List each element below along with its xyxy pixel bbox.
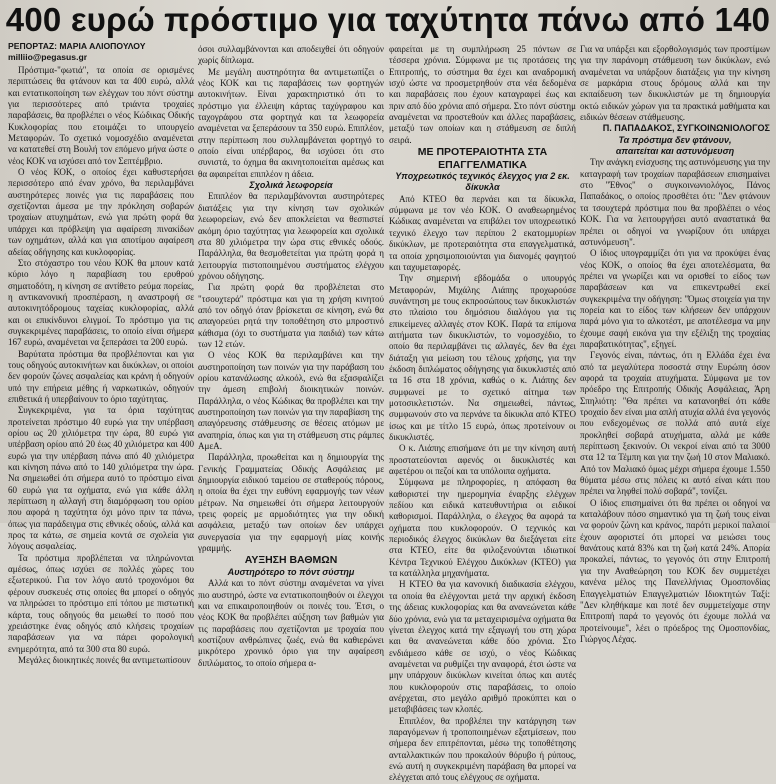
subheading-mandatory-inspection: Υποχρεωτικός τεχνικός έλεγχος για 2 εκ. δίκυκλα	[395, 171, 570, 193]
reporter-credit: ΡΕΠΟΡΤΑΖ: ΜΑΡΙΑ ΑΛΙΟΠΟΥΛΟΥ	[8, 41, 146, 51]
paragraph: Βαρύτατα πρόστιμα θα προβλέπονται και για τους οδηγούς αυτοκινήτων και δικύκλων, οι οποίοι δεν φορούν ζώνες ασφαλείας και κράνη ή οδηγούν υπό την επήρεια μέθης ή ναρκωτικών, οδηγούν επιθετικά ή υπερβαίνουν το όριο ταχύτητας.	[8, 348, 194, 404]
paragraph: Με μεγάλη αυστηρότητα θα αντιμετωπίζει ο νέος ΚΟΚ και τις παραβάσεις των φορτηγών αυτοκινήτων. Είναι χαρακτηριστικό ότι το πρόστιμο για έλλειψη κάρτας ταχύγραφου και ταχογράφου στα φορτηγά και τα λεωφορεία αναμένεται να ξεπεράσουν τα 350 ευρώ. Επιπλέον, στην περίπτωση που συλλαμβάνεται φορτηγό το οποίο είναι υπέρβαρος, θα ισχύσει ότι στο συνιστά, το όχημα θα ακινητοποιείται αμέσως και θα αφαιρείται επιπλέον η άδεια.	[198, 66, 384, 179]
headline: 400 ευρώ πρόστιμο για ταχύτητα πάνω από 140	[5, 1, 771, 38]
reporter-email: milliio@pegasus.gr	[8, 52, 88, 62]
paragraph: Πρόστιμα-"φωτιά", τα οποία σε ορισμένες περιπτώσεις θα φτάνουν και τα 400 ευρώ, αλλά και εντατικοποίηση των ελέγχων του πόντ σύστημ για περισσότερες από τριάντα τροχαίες παραβάσεις, θα προβλέπει ο νέος Κώδικας Οδικής Κυκλοφορίας που ετοιμάζει το υπουργείο Μεταφορών. Το σχετικό νομοσχέδιο αναμένεται να κατατεθεί στη Βουλή τον επόμενο μήνα ώστε ο νέος ΚΟΚ να ισχύσει από τον Σεπτέμβριο.	[8, 65, 194, 166]
paragraph: Ο ίδιος επισημαίνει ότι θα πρέπει οι οδηγοί να καταλάβουν πόσο σημαντικό για τη ζωή τους είναι να φορούν ζώνη και κράνος, παρότι μερικοί παλαιοί έχουν αφοριστεί ότι μπορεί να μειώσει τους θανάτους κατά 83% και τη ζωή κατά 24%. Απορία προκαλεί, πάντως, το γεγονός ότι στην Επιτροπή για την Αναθεώρηση του ΚΟΚ δεν συμμετέχει κανένα μέλος της Πανελλήνιας Ομοσπονδίας Επαγγελματιών Επαγγελματιών Ιδιοκτητών Ταξί: "Δεν κληθήκαμε και ποτέ δεν συμμετείχαμε στην Επιτροπή παρά το γεγονός ότι έχουμε πολλά να προτείνουμε", λέει ο πρόεδρος της Ομοσπονδίας, Γιώργος Λέχας.	[580, 497, 770, 644]
paragraph: φαιρείται με τη συμπλήρωση 25 πόντων σε τέσσερα χρόνια. Σύμφωνα με τις προτάσεις της Επιτροπής, το σύστημα θα έχει και αναδρομική ισχύ ώστε να προσμετρηθούν στα νέα δεδομένα και παραβάσεις που έχουν καταγραφεί έως και πριν από δύο χρόνια από σήμερα. Στο πόντ σύστημ αναμένεται να προστεθούν και άλλες παραβάσεις, μεταξύ των οποίων και η στάθμευση σε διπλή σειρά.	[389, 44, 576, 145]
paragraph: Μεγάλες διοικητικές ποινές θα αντιμετωπίσουν	[18, 654, 191, 665]
article-column-1	[8, 65, 194, 665]
paragraph: Για να υπάρξει και εξορθολογισμός των προστίμων για την παράνομη στάθμευση των δικύκλων, ενώ αναμένεται να υπάρξουν διατάξεις για την κίνηση σε μαρκάρια στους δρόμους αλλά και την εκπαίδευση των δικυκλιστών με τη δημιουργία οκτώ ειδικών χώρων για τα πρακτικά μαθήματα και ειδικών θέσεων στάθμευσης.	[580, 44, 770, 123]
subheading-points-system: Αυστηρότερο το πόντ σύστημ	[227, 566, 355, 577]
byline	[8, 41, 183, 63]
paragraph: Ο ίδιος υπογραμμίζει ότι για να προκύψει ένας νέος ΚΟΚ, ο οποίος θα έχει αποτελέσματα, θα πρέπει να γνωρίζει και να ορισθεί το είδος των παραβάσεων και να επικεντρωθεί εκεί συγκεκριμένα την οδήγηση: "Όμως στοιχεία για την πορεία και το είδος των κλήσεων δεν υπάρχουν παρά μόνο για το αλκοτέστ, με αποτέλεσμα να μην έχουμε σαφή εικόνα για την εξέλιξη της τροχαίας παραβατικότητας", εξηγεί.	[580, 248, 770, 349]
subheading-fines-not-enough: Τα πρόστιμα δεν φτάνουν,	[618, 134, 732, 145]
article-column-3	[389, 44, 576, 783]
paragraph: Επιπλέον, θα προβλέπει την κατάργηση των παραγόμενων ή τροποποιημένων εξατμίσεων, που σήμερα δεν επιτρέπονται, μέσω της τοποθέτησης ανταλλακτικών που προκαλούν θόρυβο ή ρύπους, ενώ αυτή η συγκεκριμένη παράβαση θα μπορεί να ελέγχεται από τους ελέγχους σε οχήματα.	[389, 715, 576, 783]
paragraph: Η ΚΤΕΟ θα για κανονική διαδικασία ελέγχου, τα οποία θα ελέγχονται μετά την αρχική έκδοση της άδειας κυκλοφορίας και θα ανανεώνεται κάθε δύο χρόνια, ενώ για τα μεταχειρισμένα οχήματα θα γίνεται έλεγχος κατά την εξαγωγή του στη χώρα και θα ανανεώνεται κάθε δύο χρόνια. Στο ενδιάμεσο κάθε σε ισχύ, ο νέος Κώδικας αναμένεται να ρυθμίζει την αναφορά, έτσι ώστε να μην υπάρχουν δικύκλων κινείται όπως και αυτές που κυκλοφορούν στις παραβάσεις, το οποίο ανέρχεται, στο μεγάλο αριθμό προκύπτει και ο μεταβιβάσεις των κλοπές.	[389, 579, 576, 715]
paragraph: Γεγονός είναι, πάντως, ότι η Ελλάδα έχει ένα από τα μεγαλύτερα ποσοστά στην Ευρώπη όσον αφορά τα τροχαία ατυχήματα. Σύμφωνα με τον πρόεδρο της Επιτροπής Οδικής Ασφάλειας, Άρη Σπηλιότη: "Θα πρέπει να κατανοηθεί ότι κάθε τροχαίο δεν είναι μια απλή ατυχία αλλά ένα γεγονός που ενδεχομένως σε πολλά από αυτά είχε προκληθεί σοβαρά ατυχήματα, αλλά με κάθε περίπτωση ξεκινούν. Οι νεκροί είναι από τα 3000 στα 12 τα Τέμπη και για την ζωή 10 στον Μαλιακό. Από τον Μαλιακό όμως μέχρι σήμερα έχουμε 1.550 θύματα μέσω στις πόλεις κι αυτό είναι κάτι που πρέπει να ληφθεί πολύ σοβαρά", τονίζει.	[580, 350, 770, 497]
paragraph: Σύμφωνα με πληροφορίες, η απόφαση θα καθοριστεί την ημερομηνία έναρξης ελέγχων πεδίου και ειδικά κατευθυντήρια οι ειδικοί καθορισμοί. Παράλληλα, ο έλεγχος θα αφορά τα οχήματα που κυκλοφορούν. Ο τεχνικός και περιοδικός έλεγχος δικύκλων θα διεξάγεται είτε στα ΚΤΕΟ, είτε θα φιλοξενούνται ιδιωτικοί Κέντρα Τεχνικού Ελέγχου Δικύκλων (ΚΤΕΟ) για τα κατάλληλα μηχανήματα.	[389, 477, 576, 579]
paragraph: Στο στόχαστρο του νέου ΚΟΚ θα μπουν κατά κύριο λόγο η παραβίαση του ερυθρού σηματοδότη, η κίνηση σε αντίθετο ρεύμα πορείας, η αντικανονική προσπέραση, η αναστροφή σε αυτοκινητόδρομους ταχείας κυκλοφορίας, αλλά και οι επικίνδυνοι ελιγμοί. Το πρόστιμο για τις συγκεκριμένες παραβάσεις, το οποίο είναι σήμερα 167 ευρώ, αναμένεται να ξεπεράσει τα 200 ευρώ.	[8, 257, 194, 348]
paragraph: Επιπλέον θα περιλαμβάνονται αυστηρότερες διατάξεις για την κίνηση των σχολικών λεωφορείων, ενώ δεν αποκλείεται να θεσπιστεί ακόμη όριο ταχύτητας για λεωφορεία και σχολικά στα 80 χιλιόμετρα την ώρα στις εθνικές οδούς. Παράλληλα, θα θεσμοθετείται για πρώτη φορά η λειτουργία πιστοποιημένου συστήματος ελέγχου χρόνου οδήγησης.	[198, 191, 384, 281]
article-column-4	[580, 44, 770, 644]
sidebar-author: Π. ΠΑΠΑΔΑΚΟΣ, ΣΥΓΚΟΙΝΩΝΙΟΛΟΓΟΣ	[602, 123, 770, 134]
paragraph: Από ΚΤΕΟ θα περνάει και τα δίκυκλα, σύμφωνα με τον νέο ΚΟΚ. Ο αναθεωρημένος Κώδικας αναμένεται να επιβάλει τον υποχρεωτικό τεχνικό έλεγχο των περίπου 2 εκατομμυρίων δικύκλων, με προτεραιότητα στα επαγγελματικά, τα οποία χρησιμοποιούνται για διανομές φαγητού και ταχυμεταφορές.	[389, 193, 576, 272]
paragraph: Για πρώτη φορά θα προβλέπεται στο "τσουχτερά" πρόστιμα και για τη χρήση κινητού από τον οδηγό όταν βρίσκεται σε κίνηση, ενώ θα απαγορεύει ρητά την τοποθέτηση στο μπροστινό κάθισμα (όχι το συστήματα για παιδιά) των κάτω των 12 ετών.	[198, 282, 384, 349]
paragraph: Παράλληλα, προωθείται και η δημιουργία της Γενικής Γραμματείας Οδικής Ασφάλειας με δημιουργία ειδικού ταμείου σε σταθερούς πόρους, η οποία θα έχει την ευθύνη εφαρμογής των νέων μέτρων. Να σημειωθεί ότι σήμερα λειτουργούν τρεις φορείς με αρμοδιότητες για την οδική ασφάλεια, μεταξύ των οποίων δεν υπάρχει συνεργασία για την εφαρμογή μίας κοινής γραμμής.	[198, 452, 384, 554]
subheading-school-buses: Σχολικά λεωφορεία	[249, 180, 333, 191]
paragraph: όσοι συλλαμβάνονται και αποδειχθεί ότι οδηγούν χωρίς δίπλωμα.	[198, 44, 384, 66]
article-column-2	[198, 44, 384, 668]
subheading-points-increase: ΑΥΞΗΣΗ ΒΑΘΜΩΝ	[244, 554, 338, 567]
paragraph: Ο νέος ΚΟΚ θα περιλαμβάνει και την αυστηροποίηση των ποινών για την παράβαση του ορίου κατανάλωσης αλκοόλ, ενώ θα εξασφαλίζει την άμεση επιβολή διοικητικών ποινών. Παράλληλα, ο νέος Κώδικας θα προβλέπει και την αυστηροποίηση των ποινών για την παραβίαση της απαγόρευσης στάθμευσης σε θέσεις ατόμων με αναπηρία, όπως και για τη στάθμευση στις ράμπες ΑμεΑ.	[198, 350, 384, 452]
paragraph: Αλλά και το πόντ σύστημ αναμένεται να γίνει πιο αυστηρό, ώστε να εντατικοποιηθούν οι έλεγχοι και να επικαιροποιηθούν οι ποινές του. Έτσι, ο νέος ΚΟΚ θα προβλέπει αύξηση των βαθμών για τις παραβάσεις που σχετίζονται με τροχαία που κοστίζουν ανθρώπινες ζωές, ενώ θα καθιερώνει μικρότερο χρονικό όριο για την αφαίρεση διπλώματος, το οποίο σήμερα α-	[198, 578, 384, 668]
paragraph: Την ανάγκη ενίσχυσης της αστυνόμευσης για την καταγραφή των τροχαίων παραβάσεων επισημαίνει στο "Έθνος" ο συγκοινωνιολόγος, Πάνος Παπαδάκος, ο οποίος προσθέτει ότι: "Δεν φτάνουν τα τσουχτερά πρόστιμα που θα προβλέπει ο νέος ΚΟΚ. Για να λειτουργήσει αυτό αναστατικά θα πρέπει οι οδηγοί να γνωρίζουν ότι υπάρχει αστυνόμευση".	[580, 157, 770, 247]
paragraph: Συγκεκριμένα, για τα όρια ταχύτητας προτείνεται πρόστιμο 40 ευρώ για την υπέρβαση ορίου ως 20 χιλιόμετρα την ώρα, 80 ευρώ για υπέρβαση ορίου από 20 έως 40 χιλιόμετρα και 400 ευρώ για την υπέρβαση πάνω από 40 χιλιόμετρα και κίνηση πάνω από το 140 χιλιόμετρα την ώρα. Να σημειωθεί ότι σήμερα αυτό το πρόστιμο είναι 60 ευρώ για τα οχήματα, ενώ για κάθε άλλη περίπτωση η αλλαγή στη διαμόρφωση του ορίου που αφορά η ταχύτητα όχι μόνο πριν τα πάνω, όπως για παράδειγμα στις εθνικές οδούς, αλλά και προς τα κάτω, σε σημεία κοντά σε σχολεία για λόγους ασφαλείας.	[8, 405, 194, 552]
paragraph: Ο κ. Λιάπης επισήμανε ότι με την κίνηση αυτή προστατεύονται αφενός οι δικυκλιστές και αφετέρου οι πεζοί και τα υπόλοιπα οχήματα.	[389, 443, 576, 477]
subheading-policing-required: απαιτείται και αστυνόμευση	[615, 146, 735, 157]
paragraph: Την σημερινή εβδομάδα ο υπουργός Μεταφορών, Μιχάλης Λιάπης προχωρούσε συνάντηση με τους εκπροσώπους των δικυκλιστών στο πλαίσιο του δημόσιου διαλόγου για τις επικείμενες αλλαγές στον ΚΟΚ. Παρά τα επίμονα αιτήματα των δικυκλιστών, το νομοσχέδιο, το οποίο θα περιλαμβάνει τις αλλαγές, δεν θα έχει διάταξη για μείωση του τέλους χρήσης, για την έκδοση διπλώματος οδήγησης για δικυκλιστές από τα 16 στα 18 χρόνια, καθώς ο κ. Λιάπης δεν συμφωνεί με το σχετικό αίτημα των μοτοσικλετιστών. Να σημειωθεί, πάντως, συμφωνούν στο να περνάνε τα δίκυκλα από ΚΤΕΟ ίσως και με τίτλο 15 ευρώ, όπως προτείνουν οι δικυκλιστές.	[389, 273, 576, 442]
paragraph: Τα πρόστιμα προβλέπεται να πληρώνονται αμέσως, όπως ισχύει σε πολλές χώρες του εξωτερικού. Για τον λόγο αυτό τροχονόμοι θα φέρουν συσκευές στις οποίες θα μπορεί ο οδηγός να πληρώσει το πρόστιμο επί τόπου με πιστωτική κάρτα, τους οδηγούς θα μειωθεί το ποσό που χρειάστηκε ένας οδηγός από κλήσεις τροχαίων παραβάσεων για να πάρει φορολογική ενημερότητα, από τα 300 στα 80 ευρώ.	[8, 552, 194, 654]
subheading-priority-professional: ΜΕ ΠΡΟΤΕΡΑΙΟΤΗΤΑ ΣΤΑ ΕΠΑΓΓΕΛΜΑΤΙΚΑ	[417, 146, 548, 171]
paragraph: Ο νέος ΚΟΚ, ο οποίος έχει καθυστερήσει περισσότερο από έναν χρόνο, θα περιλαμβάνει αυστηρότερες ποινές για τις παραβάσεις που σχετίζονται άμεσα με την πρόκληση σοβαρών τροχαίων ατυχημάτων, ενώ για πρώτη φορά θα υπάρχει και πρόβλεψη για αφαίρεση πινακίδων των οχημάτων, αλλά και για αποτίμου αφαίρεση αδείας οδήγησης και κυκλοφορίας.	[8, 167, 194, 257]
